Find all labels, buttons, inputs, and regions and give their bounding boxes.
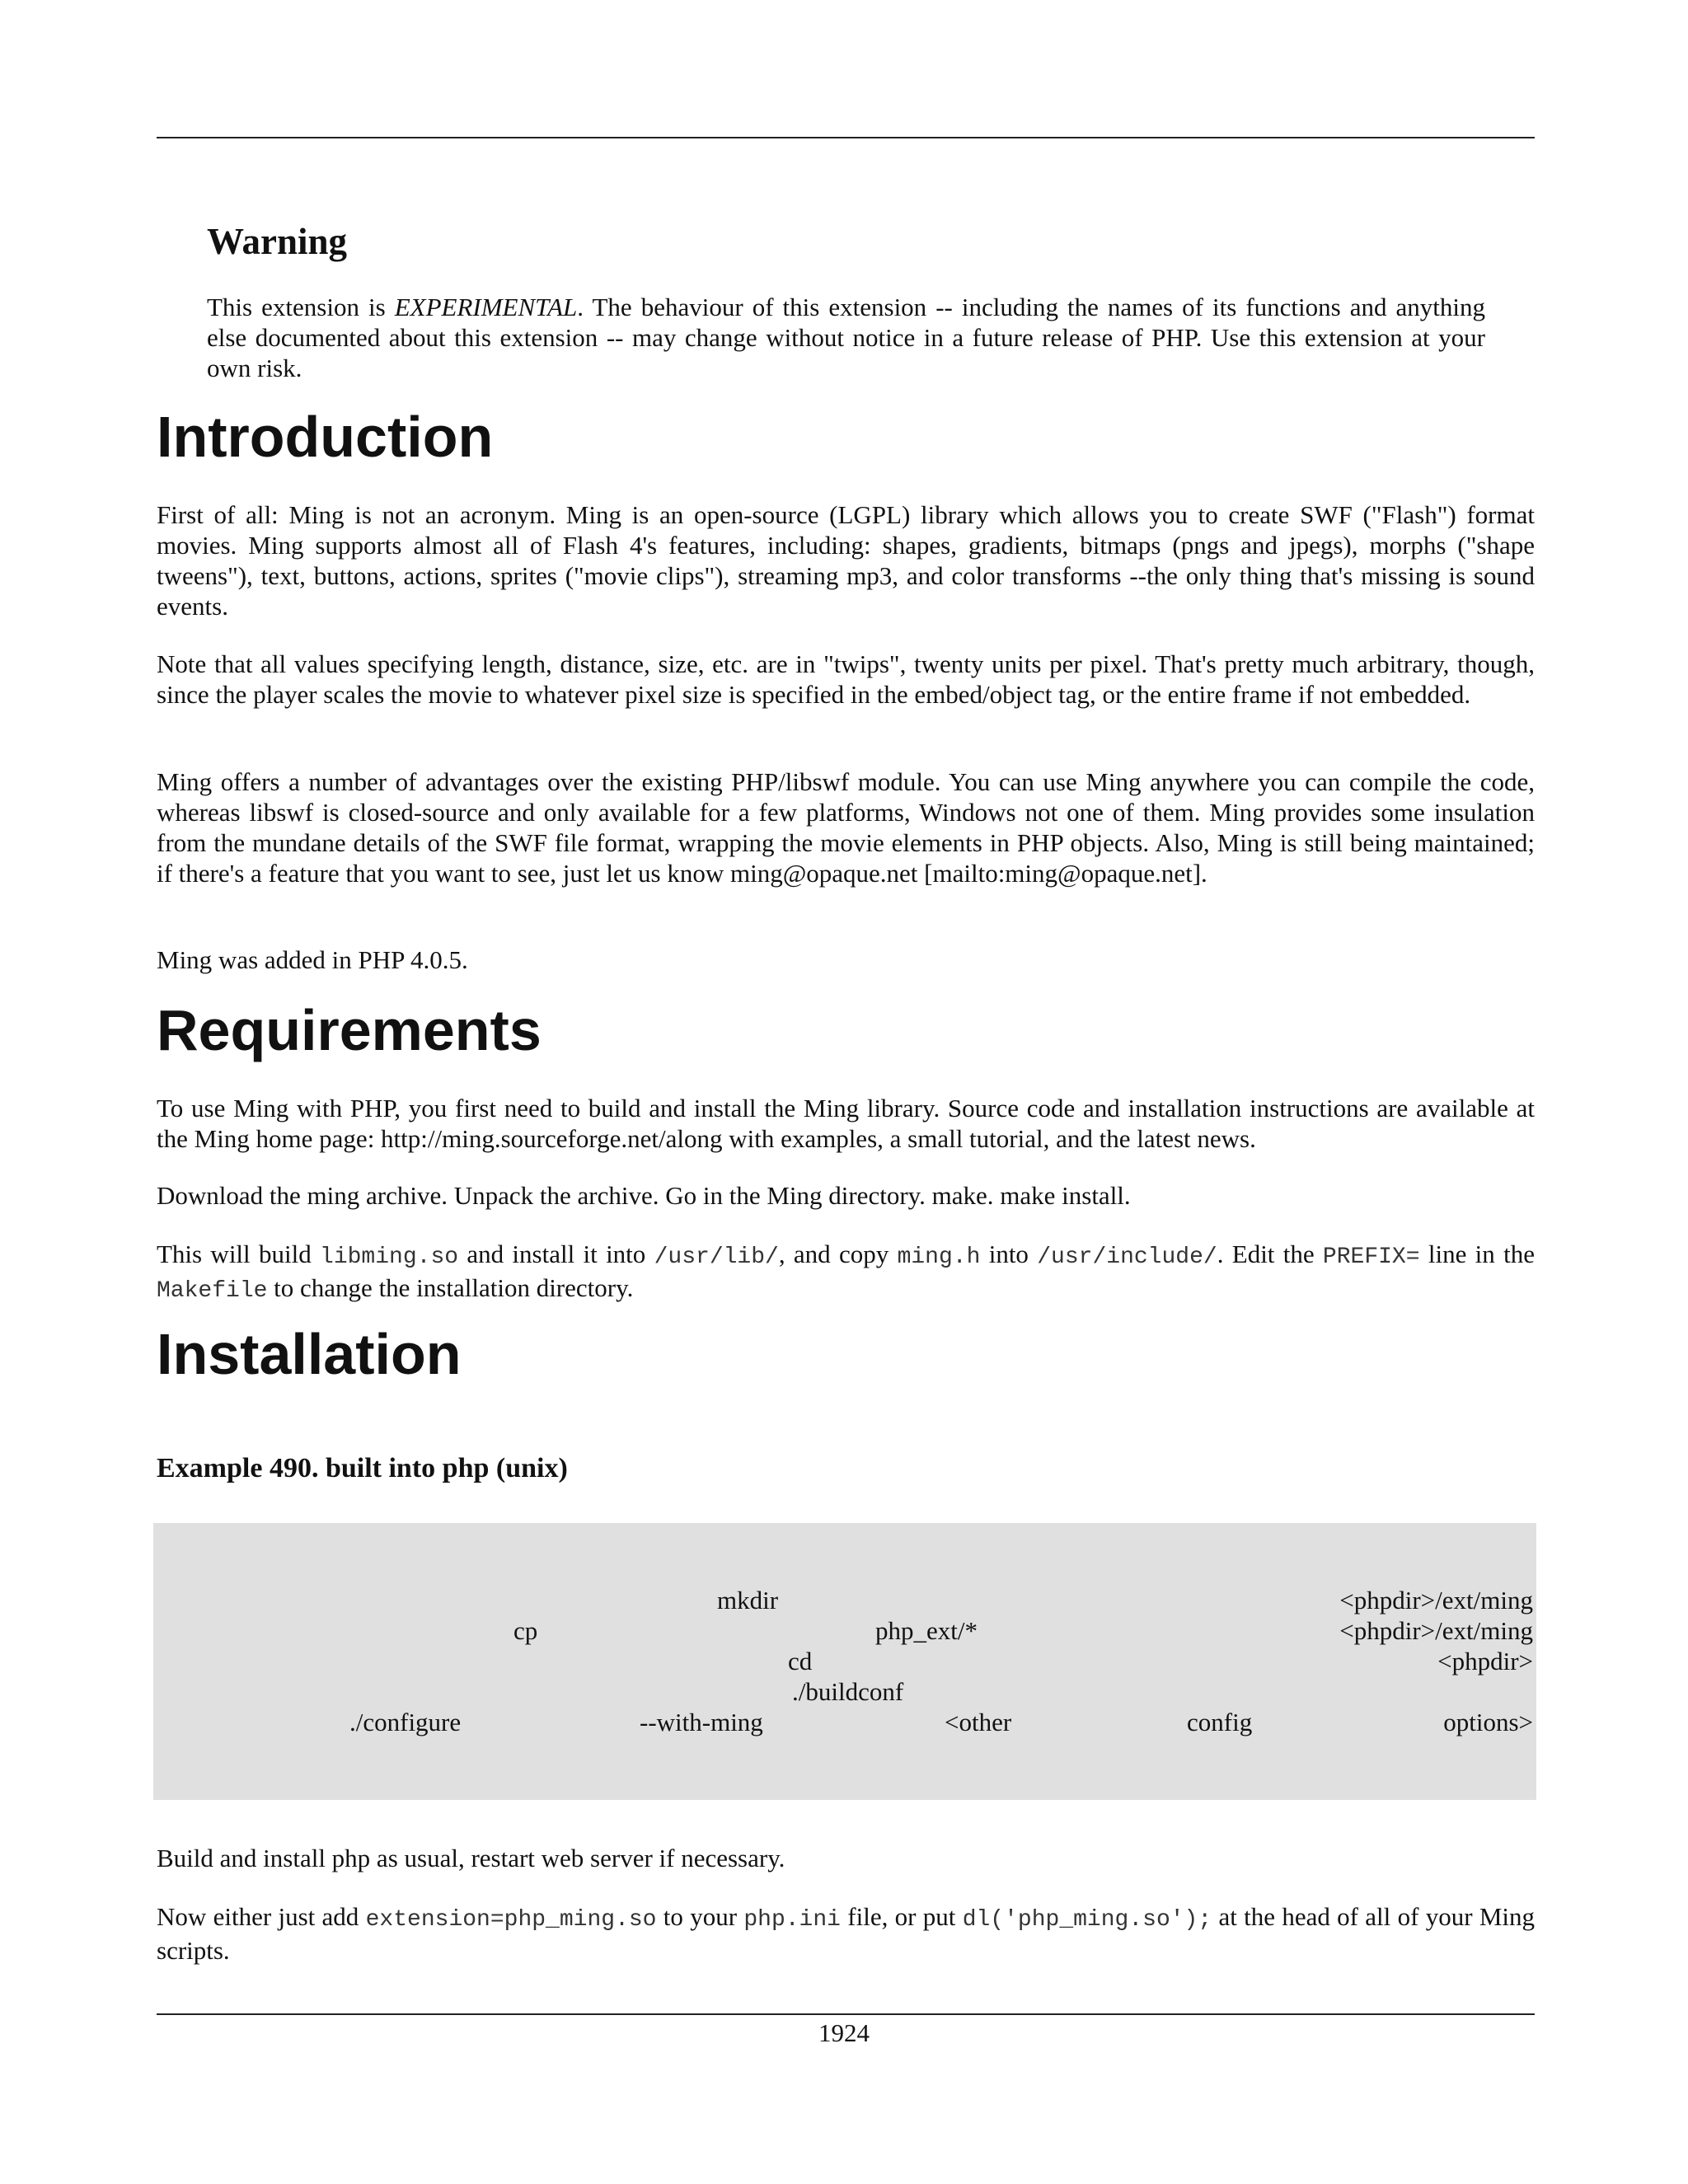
- introduction-p2-block: [157, 649, 1535, 710]
- code-dl: dl('php_ming.so');: [962, 1907, 1212, 1933]
- warning-title: Warning: [207, 221, 348, 262]
- installation-paragraph-1: Build and install php as usual, restart web server if necessary.: [157, 1844, 785, 1872]
- requirements-section: [157, 997, 1535, 1063]
- warning-paragraph: This extension is EXPERIMENTAL. The behaviour of this extension -- including the names of its functions and anything else documented about this extension -- may change without notice in a future release of PHP. Use this extension at your own risk.: [207, 293, 1485, 382]
- code-token: <phpdir>/ext/ming: [1339, 1586, 1533, 1615]
- installation-heading: Installation: [157, 1322, 462, 1386]
- introduction-p1-block: [157, 499, 1535, 621]
- code-token: <phpdir>: [1437, 1647, 1533, 1675]
- code-token: options>: [1443, 1708, 1533, 1736]
- code-prefix: PREFIX=: [1322, 1244, 1420, 1270]
- code-token: php_ext/*: [875, 1616, 978, 1645]
- introduction-paragraph-3: Ming offers a number of advantages over the existing PHP/libswf module. You can use Ming anywhere you can compile the code, whereas libswf is closed-source and only available for a few platforms, Windows not one of them. Ming provides some insulation from the mundane details of the SWF file format, wrapping the movie elements in PHP objects. Also, Ming is still being maintained; if there's a feature that you want to see, just let us know ming@opaque.net [mailto:ming@opaque.net].: [157, 767, 1535, 888]
- requirements-p3-block: [157, 1239, 1535, 1306]
- code-token: mkdir: [717, 1586, 779, 1615]
- header-rule: [157, 137, 1535, 138]
- footer-rule: [157, 2013, 1535, 2015]
- introduction-paragraph-1: First of all: Ming is not an acronym. Ming is an open-source (LGPL) library which allows you to create SWF ("Flash") format movies. Ming supports almost all of Flash 4's features, including: shapes, gradients, bitmaps (pngs and jpegs), morphs ("shape tweens"), text, buttons, actions, sprites ("movie clips"), streaming mp3, and color transforms --the only thing that's missing is sound events.: [157, 500, 1535, 621]
- example-title: Example 490. built into php (unix): [157, 1453, 568, 1483]
- requirements-paragraph-1: To use Ming with PHP, you first need to build and install the Ming library. Source code and installation instructions are available at the Ming home page: http://ming.sourceforge.net/along with examples, a small tutorial, and the latest news.: [157, 1094, 1535, 1153]
- code-token: <phpdir>/ext/ming: [1339, 1616, 1533, 1645]
- code-line-3: [153, 1646, 1533, 1676]
- code-php-ini: php.ini: [743, 1907, 841, 1933]
- code-ming-h: ming.h: [897, 1244, 981, 1270]
- code-token: config: [1187, 1708, 1253, 1736]
- code-token: ./buildconf: [792, 1677, 904, 1706]
- code-usr-lib: /usr/lib/: [654, 1244, 779, 1270]
- introduction-p3-block: [157, 766, 1535, 888]
- experimental-emphasis: EXPERIMENTAL: [394, 293, 578, 321]
- installation-paragraph-2: Now either just add extension=php_ming.so to your php.ini file, or put dl('php_ming.so'); at the head of all of your Ming scripts.: [157, 1902, 1536, 1965]
- requirements-paragraph-3: This will build libming.so and install it into /usr/lib/, and copy ming.h into /usr/include/. Edit the PREFIX= line in the Makefile to change the installation directory.: [157, 1240, 1535, 1304]
- installation-p2-block: [157, 1901, 1535, 1966]
- code-line-5: [153, 1707, 1533, 1737]
- requirements-p1-block: [157, 1093, 1535, 1154]
- example-code-box: [153, 1523, 1536, 1800]
- requirements-p2-block: [157, 1180, 1535, 1211]
- installation-section: [157, 1321, 1535, 1387]
- code-line-4: [153, 1676, 1533, 1707]
- code-token: ./configure: [349, 1708, 462, 1736]
- code-line-1: [153, 1585, 1533, 1615]
- code-token: --with-ming: [640, 1708, 763, 1736]
- code-usr-include: /usr/include/: [1037, 1244, 1217, 1270]
- code-extension: extension=php_ming.so: [365, 1907, 657, 1933]
- code-token: <other: [945, 1708, 1012, 1736]
- code-makefile: Makefile: [157, 1278, 268, 1304]
- introduction-p4-block: [157, 944, 1535, 975]
- requirements-paragraph-2: Download the ming archive. Unpack the archive. Go in the Ming directory. make. make install.: [157, 1181, 1131, 1210]
- introduction-heading: Introduction: [157, 405, 494, 469]
- introduction-paragraph-2: Note that all values specifying length, distance, size, etc. are in "twips", twenty units per pixel. That's pretty much arbitrary, though, since the player scales the movie to whatever pixel size is specified in the embed/object tag, or the entire frame if not embedded.: [157, 649, 1535, 709]
- introduction-paragraph-4: Ming was added in PHP 4.0.5.: [157, 945, 468, 974]
- code-token: cd: [788, 1647, 813, 1675]
- installation-p1-block: [157, 1843, 1535, 1873]
- requirements-heading: Requirements: [157, 998, 542, 1062]
- warning-text: [207, 292, 1485, 383]
- page-number: 1924: [818, 2018, 870, 2047]
- code-line-2: [153, 1615, 1533, 1646]
- introduction-section: [157, 404, 1535, 470]
- code-token: cp: [513, 1616, 538, 1645]
- code-libming: libming.so: [320, 1244, 459, 1270]
